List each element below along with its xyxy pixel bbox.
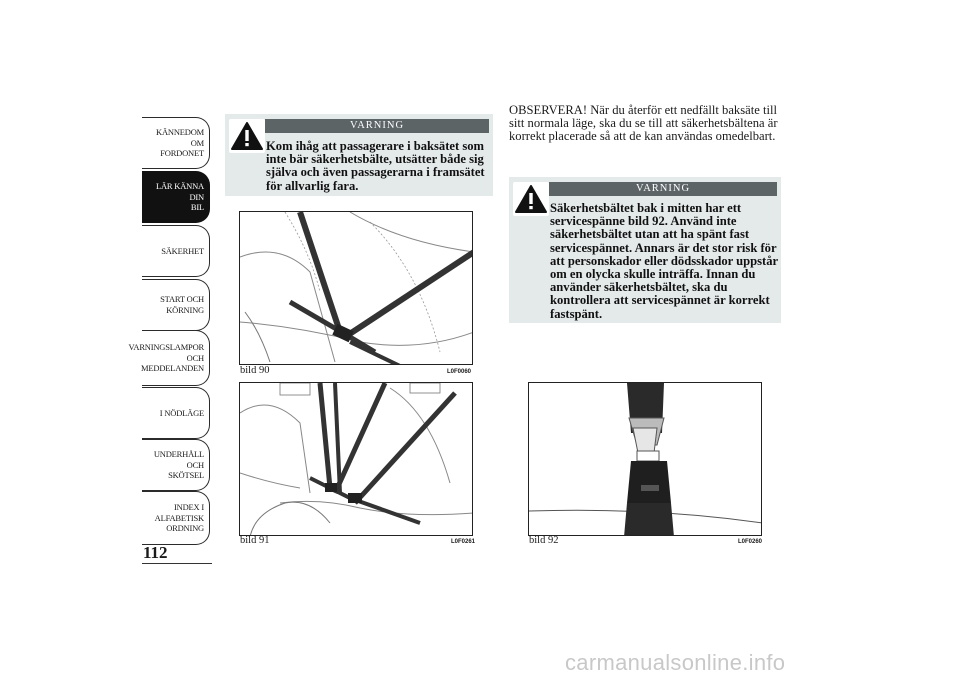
- figure-caption: bild 90: [240, 365, 270, 376]
- tab-label: KÄNNEDOM OM FORDONET: [156, 127, 204, 159]
- figure-caption: bild 92: [529, 535, 559, 546]
- warning-title: VARNING: [549, 182, 777, 196]
- warning-text-body: Säkerhetsbältet bak i mitten har ett servicespänne bild 92. Använd inte säkerhetsbältet utan att ha spänt fast servicespännet. Annars är det stor risk för att personskador eller dödsskador uppstår om en olycka skulle inträffa. Innan du använder säkerhetsbältet, ska du kontrollera att servicespännet är korrekt fastspänt.: [550, 201, 778, 321]
- tab-sakerhet[interactable]: [142, 225, 210, 277]
- page-number-rule: [142, 563, 212, 564]
- note-paragraph: OBSERVERA! När du återför ett nedfällt baksäte till sitt normala läge, ska du se till att säkerhetsbältena är korrekt placerade så att de kan användas omedelbart.: [509, 103, 778, 144]
- figure-code: L0F0261: [451, 539, 476, 545]
- warning-box: [509, 177, 781, 323]
- tab-label: LÄR KÄNNA DIN BIL: [155, 181, 204, 213]
- figure-center-seat-belt: [239, 382, 473, 536]
- seat-belt-illustration: [240, 383, 473, 536]
- tab-label: INDEX I ALFABETISK ORDNING: [154, 502, 204, 534]
- figure-caption: bild 91: [240, 535, 270, 546]
- tab-start-och-korning[interactable]: [142, 279, 210, 331]
- watermark: carmanualsonline.info: [565, 650, 786, 675]
- tab-i-nodlage[interactable]: [142, 387, 210, 439]
- tab-label: VARNINGSLAMPOR OCH MEDDELANDEN: [128, 342, 204, 374]
- tab-index[interactable]: [142, 491, 210, 545]
- tab-label: I NÖDLÄGE: [159, 407, 204, 418]
- tab-label: SÄKERHET: [161, 245, 204, 256]
- tab-lar-kanna-din-bil[interactable]: [142, 171, 210, 223]
- page-number: 112: [143, 543, 168, 562]
- warning-box: [225, 114, 493, 196]
- figure-service-buckle: [528, 382, 762, 536]
- warning-text-body: Kom ihåg att passagerare i baksätet som inte bär säkerhetsbälte, utsätter både sig själva och även passagerarna i framsätet för allvarlig fara.: [266, 139, 485, 193]
- warning-text: [512, 202, 778, 321]
- figure-code: L0F0260: [738, 539, 763, 545]
- seat-belt-illustration: [240, 212, 473, 365]
- tab-underhall-och-skotsel[interactable]: [142, 439, 210, 491]
- tab-label: UNDERHÅLL OCH SKÖTSEL: [153, 449, 204, 481]
- tab-label: START OCH KÖRNING: [160, 294, 204, 315]
- tab-kannedom-om-fordonet[interactable]: [142, 117, 210, 169]
- figure-rear-seat-belts: [239, 211, 473, 365]
- tab-varningslampor[interactable]: [128, 330, 210, 386]
- figure-code: L0F0060: [447, 369, 472, 375]
- warning-text: [228, 140, 490, 193]
- service-buckle-illustration: [529, 383, 762, 536]
- warning-title: VARNING: [265, 119, 489, 133]
